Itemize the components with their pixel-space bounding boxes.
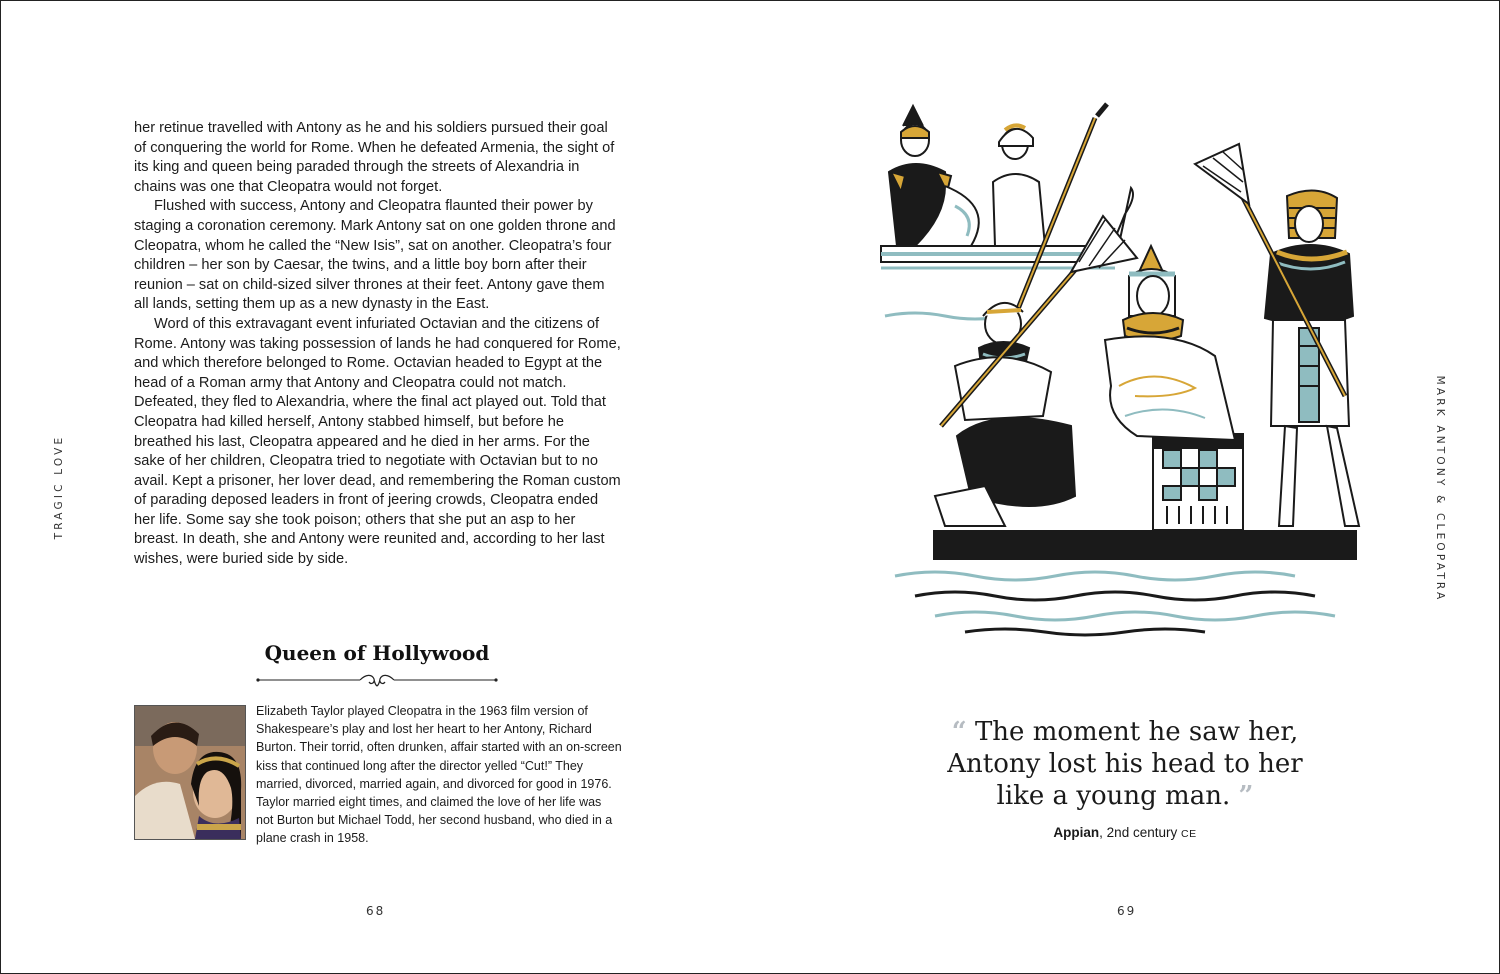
barge-deck xyxy=(933,530,1357,560)
attribution-name: Appian xyxy=(1053,825,1100,840)
page-number-left: 68 xyxy=(366,904,386,918)
flourish-divider-icon xyxy=(256,672,498,688)
film-still-photo xyxy=(134,705,246,840)
open-quote-mark: “ xyxy=(951,717,967,747)
close-quote-mark: ” xyxy=(1238,781,1254,811)
body-paragraph: Flushed with success, Antony and Cleopatra flaunted their power by staging a coronation ceremony. Mark Antony sat on one golden throne and Cleopatra, whom he called the “New Isis”, sat on another. Cleopatra’s four children – her son by Caesar, the twins, and a little boy born after their reunion – sat on child-sized silver thrones at their feet. Antony gave them all lands, setting them up as a new dynasty in the East. xyxy=(134,198,616,313)
quote-line: like a young man. xyxy=(996,781,1231,811)
running-head-left: TRAGIC LOVE xyxy=(53,434,65,540)
pull-quote xyxy=(940,716,1310,812)
quote-line: The moment he saw her, xyxy=(974,717,1299,747)
left-page xyxy=(1,1,750,973)
quote-attribution xyxy=(940,825,1310,840)
film-still-illustration xyxy=(135,706,245,839)
attribution-era: CE xyxy=(1180,828,1197,840)
page-number-right: 69 xyxy=(1117,904,1137,918)
right-page xyxy=(750,1,1499,973)
sidebar-title: Queen of Hollywood xyxy=(264,641,490,665)
sidebar-text: Elizabeth Taylor played Cleopatra in the 1963 film version of Shakespeare’s play and lost her heart to her Antony, Richard Burton. Their torrid, often drunken, affair started with an on-screen kiss that continued long after the director yelled “Cut!” They married, divorced, married again, and divorced for good in 1976. Taylor married eight times, and claimed the love of her life was not Burton but Michael Todd, her second husband, who died in a plane crash in 1958. xyxy=(256,704,622,846)
running-head-right: MARK ANTONY & CLEOPATRA xyxy=(1434,375,1446,603)
body-paragraph: Word of this extravagant event infuriated Octavian and the citizens of Rome. Antony was taking possession of lands he had conquered for Rome, and which therefore belonged to Rome. Octavian headed to Egypt at the head of a Roman army that Antony and Cleopatra could not match. Defeated, they fled to Alexandria, where the final act played out. Told that Cleopatra had killed herself, Antony stabbed himself, but before he breathed his last, Cleopatra appeared and he died in her arms. For the sake of her children, Cleopatra tried to negotiate with Octavian but to no avail. Kept a prisoner, her lover dead, and remembering the Roman custom of parading deposed leaders in front of jeering crowds, Cleopatra ended her life. Some say she took poison; others that she put an asp to her breast. In death, she and Antony were reunited and, according to her last wishes, were buried side by side. xyxy=(134,315,621,568)
quote-line: Antony lost his head to her xyxy=(947,749,1303,779)
attribution-date: , 2nd century xyxy=(1099,825,1181,840)
egyptian-boat-illustration xyxy=(875,96,1370,641)
throne xyxy=(1153,434,1243,530)
seated-queen xyxy=(1105,246,1235,440)
body-text xyxy=(134,119,622,570)
body-paragraph: her retinue travelled with Antony as he and his soldiers pursued their goal of conquering the world for Rome. When he defeated Armenia, the sight of its king and queen being paraded through the streets of Alexandria in chains was one that Cleopatra would not forget. xyxy=(134,120,615,195)
